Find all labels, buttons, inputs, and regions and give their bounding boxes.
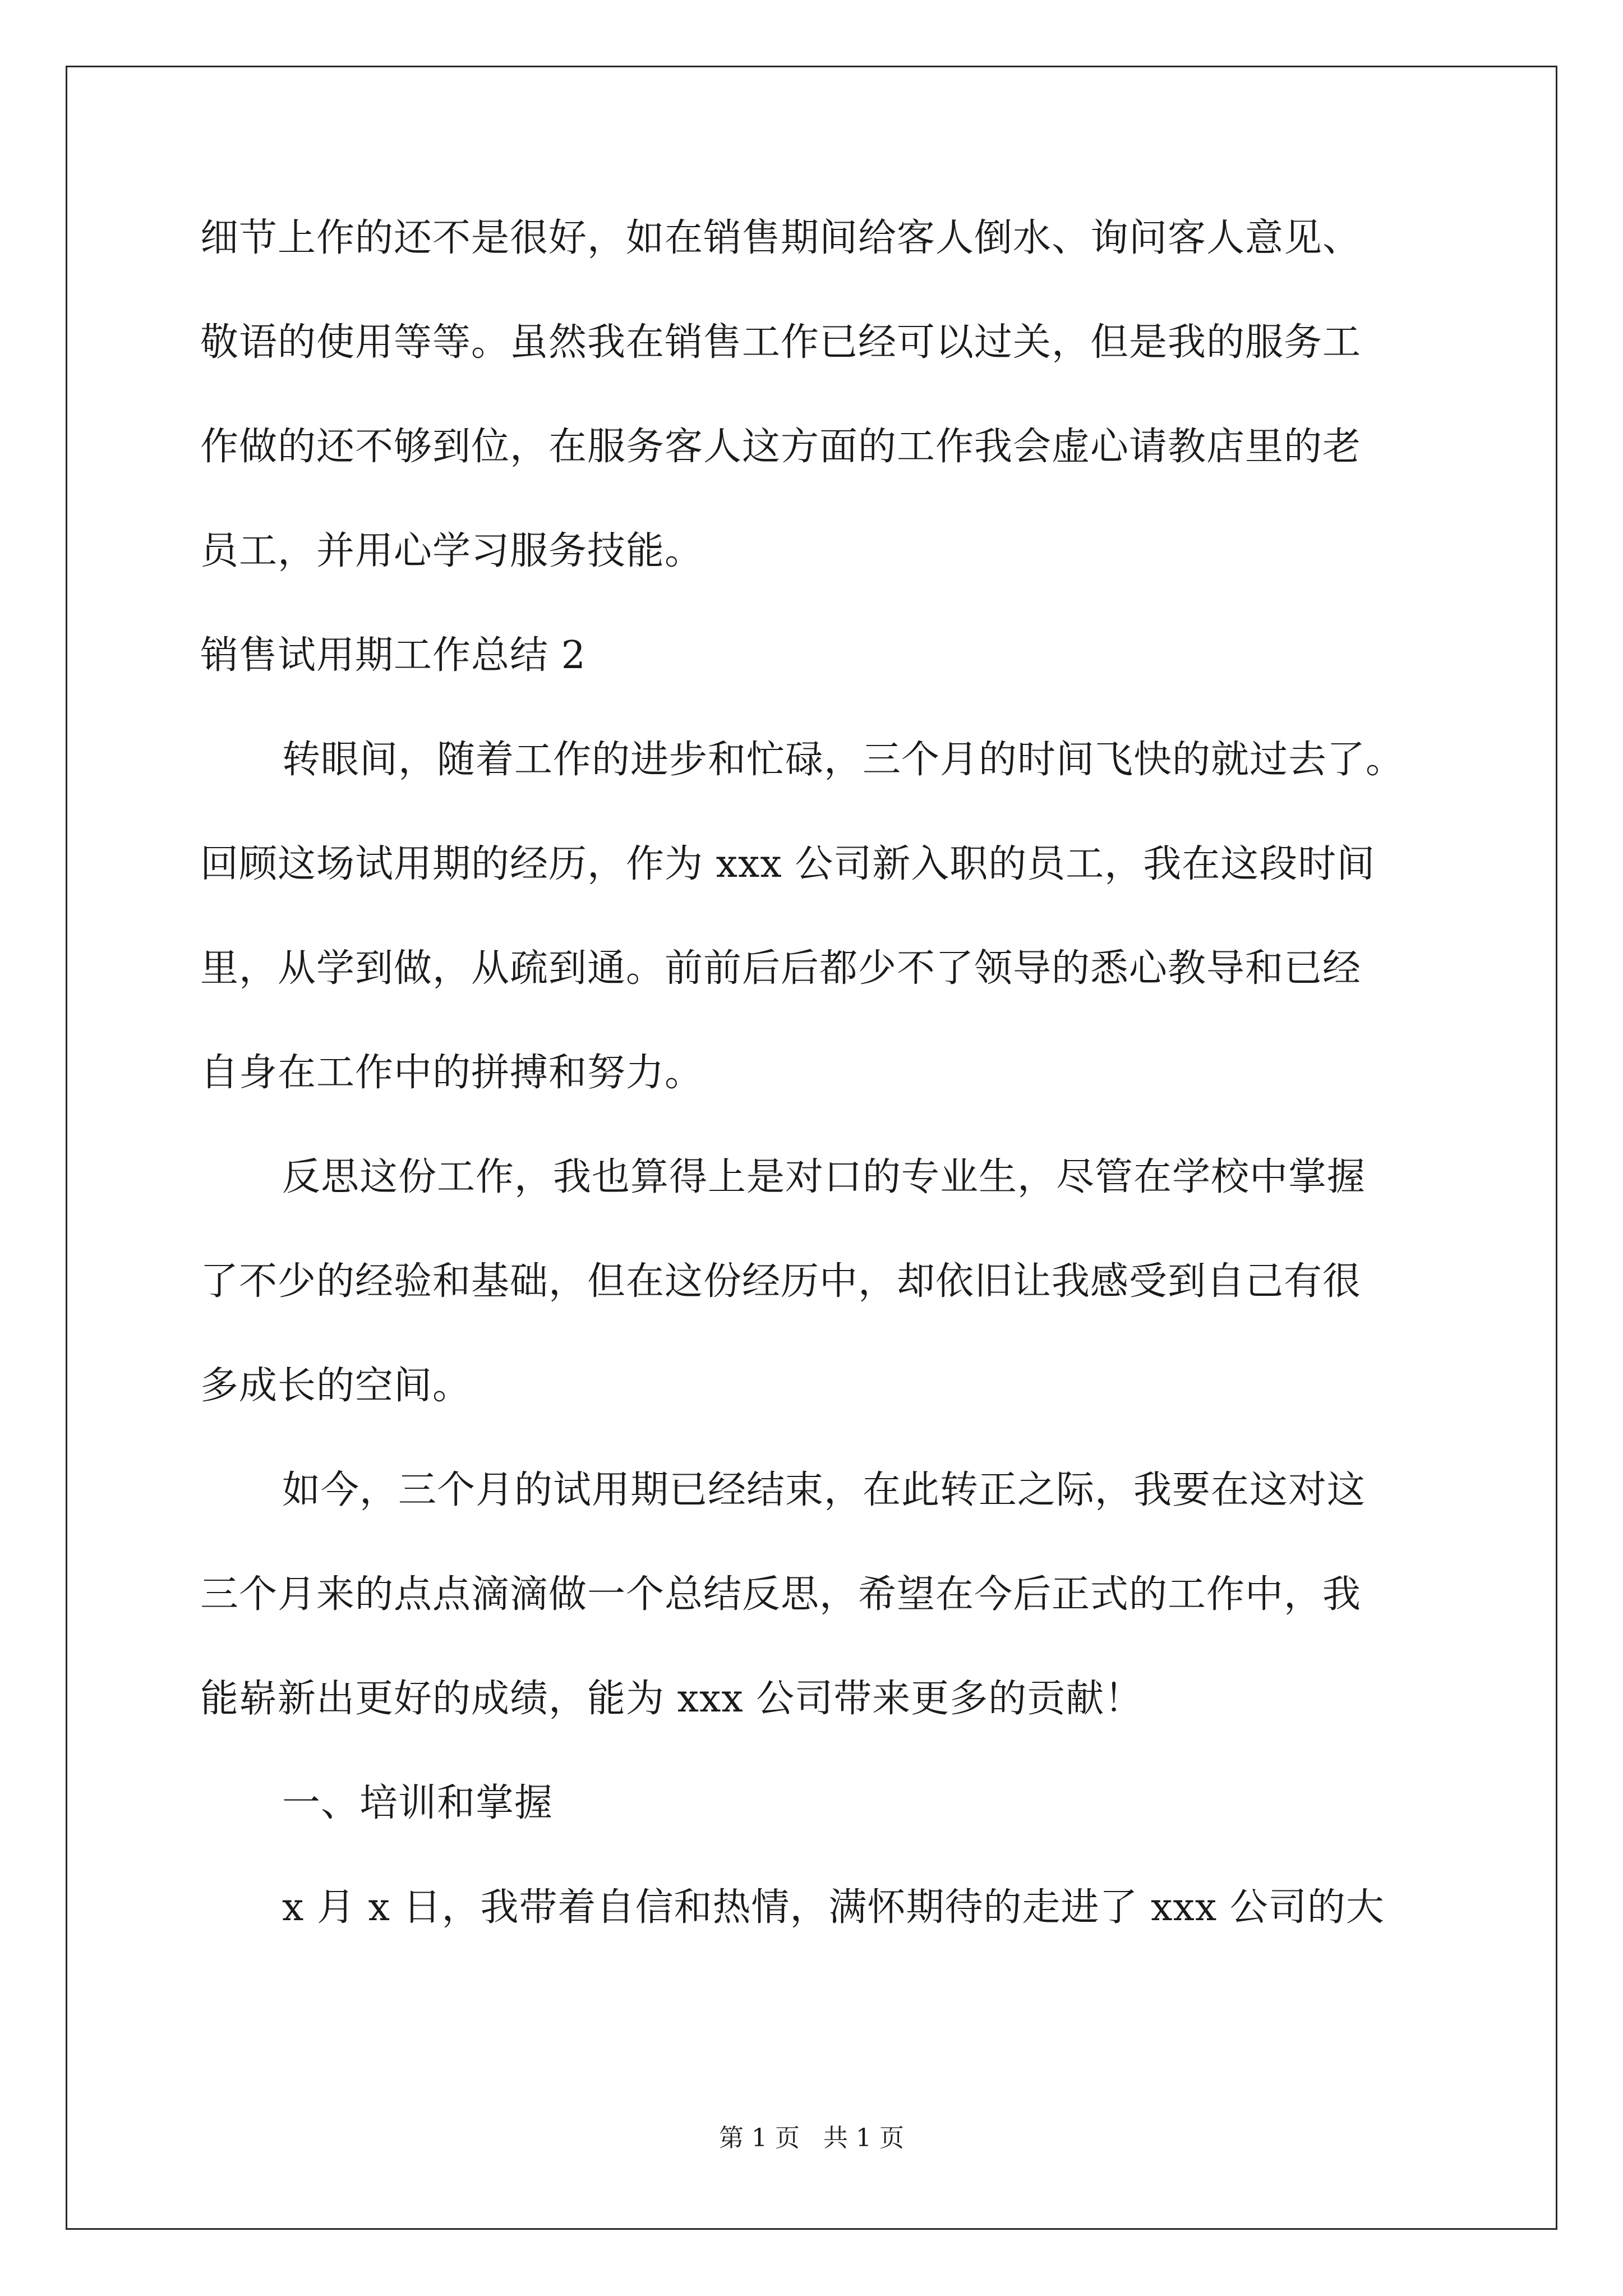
page-number-footer: 第 1 页 共 1 页: [719, 2124, 904, 2152]
section-title: 销售试用期工作总结 2: [200, 633, 586, 678]
text-line: 敬语的使用等等。虽然我在销售工作已经可以过关，但是我的服务工: [200, 320, 1362, 365]
text-line: x 月 x 日，我带着自信和热情，满怀期待的走进了 xxx 公司的大: [282, 1885, 1385, 1930]
text-line: 反思这份工作，我也算得上是对口的专业生，尽管在学校中掌握: [282, 1155, 1366, 1199]
subheading: 一、培训和掌握: [282, 1781, 554, 1825]
text-line: 回顾这场试用期的经历，作为 xxx 公司新入职的员工，我在这段时间: [200, 842, 1376, 886]
document-body: [200, 213, 1434, 1987]
text-line: 作做的还不够到位，在服务客人这方面的工作我会虚心请教店里的老: [200, 425, 1362, 469]
text-line: 如今，三个月的试用期已经结束，在此转正之际，我要在这对这: [282, 1468, 1366, 1512]
text-line: 多成长的空间。: [200, 1364, 472, 1408]
text-line: 里，从学到做，从疏到通。前前后后都少不了领导的悉心教导和已经: [200, 946, 1362, 991]
text-line: 员工，并用心学习服务技能。: [200, 529, 704, 573]
text-line: 能崭新出更好的成绩，能为 xxx 公司带来更多的贡献！: [200, 1677, 1144, 1721]
text-line: 细节上作的还不是很好，如在销售期间给客人倒水、询问客人意见、: [200, 216, 1362, 260]
text-line: 自身在工作中的拼搏和努力。: [200, 1051, 704, 1095]
text-line: 了不少的经验和基础，但在这份经历中，却依旧让我感受到自己有很: [200, 1259, 1362, 1304]
text-line: 三个月来的点点滴滴做一个总结反思，希望在今后正式的工作中，我: [200, 1572, 1362, 1617]
text-line: 转眼间，随着工作的进步和忙碌，三个月的时间飞快的就过去了。: [282, 738, 1405, 782]
